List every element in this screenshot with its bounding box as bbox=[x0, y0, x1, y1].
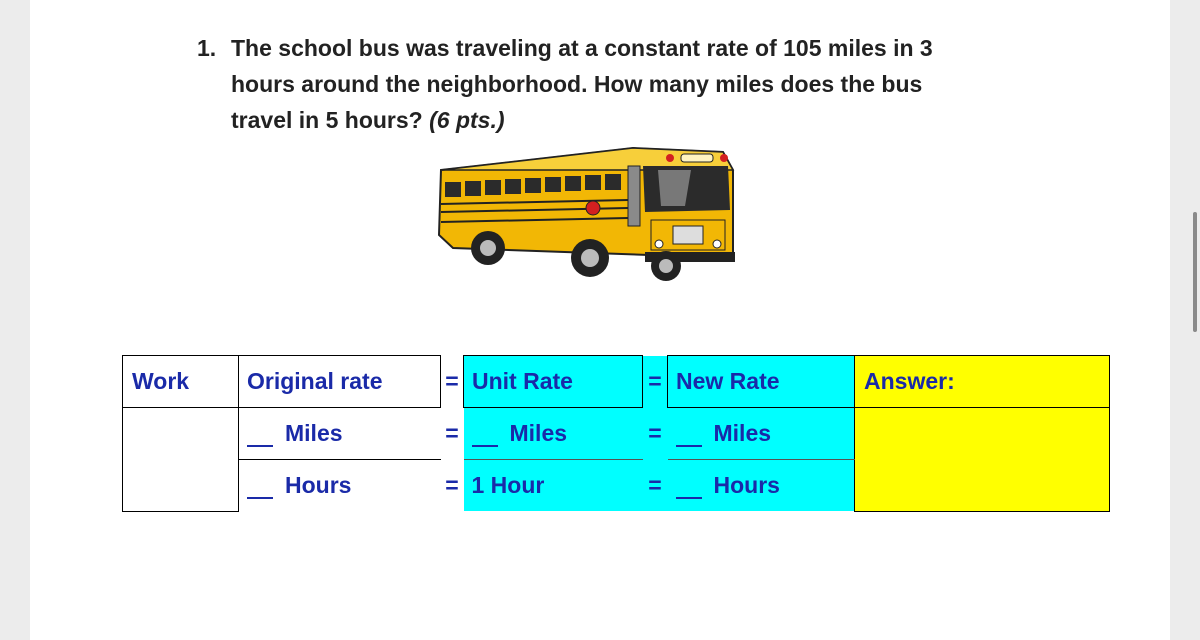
question-line: hours around the neighborhood. How many miles does the bus bbox=[231, 71, 923, 97]
question-line bbox=[231, 102, 1077, 138]
hours-blank[interactable] bbox=[676, 497, 702, 499]
equals-sign: = bbox=[643, 460, 668, 512]
work-label: Work bbox=[123, 356, 239, 408]
new-miles-cell bbox=[668, 408, 855, 460]
hours-label: Hours bbox=[713, 472, 780, 498]
original-hours-cell bbox=[239, 460, 441, 512]
miles-blank[interactable] bbox=[472, 445, 498, 447]
original-miles-cell bbox=[239, 408, 441, 460]
new-hours-cell bbox=[668, 460, 855, 512]
rate-table bbox=[122, 355, 1110, 512]
scrollbar[interactable] bbox=[1193, 212, 1197, 332]
school-bus-icon bbox=[433, 140, 738, 285]
equals-sign: = bbox=[445, 368, 459, 394]
table-row bbox=[123, 356, 1110, 408]
miles-blank[interactable] bbox=[676, 445, 702, 447]
miles-label: Miles bbox=[285, 420, 343, 446]
unit-hours-cell: 1 Hour bbox=[464, 460, 643, 512]
equals-sign: = bbox=[643, 408, 668, 460]
equals-sign: = bbox=[445, 471, 459, 498]
original-rate-header: Original rate bbox=[239, 356, 441, 408]
work-area[interactable] bbox=[123, 408, 239, 512]
equals-sign: = bbox=[643, 356, 668, 408]
miles-blank[interactable] bbox=[247, 445, 273, 447]
answer-label: Answer: bbox=[855, 356, 1110, 408]
new-rate-header: New Rate bbox=[668, 356, 855, 408]
question-number: 1. bbox=[197, 35, 217, 61]
unit-miles-cell bbox=[464, 408, 643, 460]
hours-blank[interactable] bbox=[247, 497, 273, 499]
question-points: (6 pts.) bbox=[429, 107, 505, 133]
equals-sign: = bbox=[445, 420, 459, 446]
question-line-text: travel in 5 hours? bbox=[231, 107, 423, 133]
question-block bbox=[197, 30, 1077, 138]
miles-label: Miles bbox=[713, 420, 772, 446]
miles-label: Miles bbox=[509, 420, 568, 446]
hours-label: Hours bbox=[285, 472, 352, 498]
unit-rate-header: Unit Rate bbox=[464, 356, 643, 408]
table-row bbox=[123, 408, 1110, 460]
question-line: The school bus was traveling at a constant rate of 105 miles in 3 bbox=[231, 35, 933, 61]
answer-area[interactable] bbox=[855, 408, 1110, 512]
